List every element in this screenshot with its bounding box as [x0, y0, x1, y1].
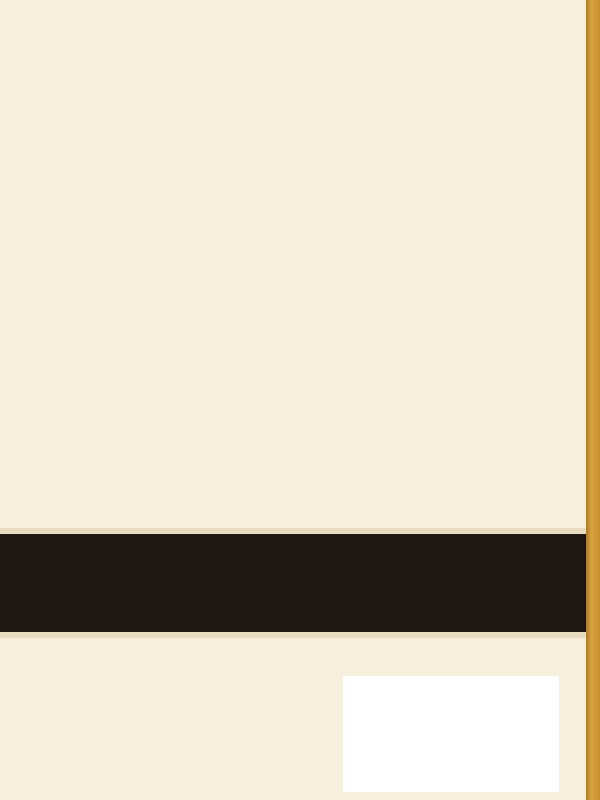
- celtic-beast-border-top: [0, 0, 586, 98]
- isbn-barcode: [343, 676, 559, 792]
- spine-edge: [586, 0, 600, 800]
- ean-bars: [357, 704, 473, 764]
- description-text: [62, 148, 538, 166]
- celtic-beast-border-middle: [0, 528, 586, 638]
- addon-bars: [483, 706, 543, 764]
